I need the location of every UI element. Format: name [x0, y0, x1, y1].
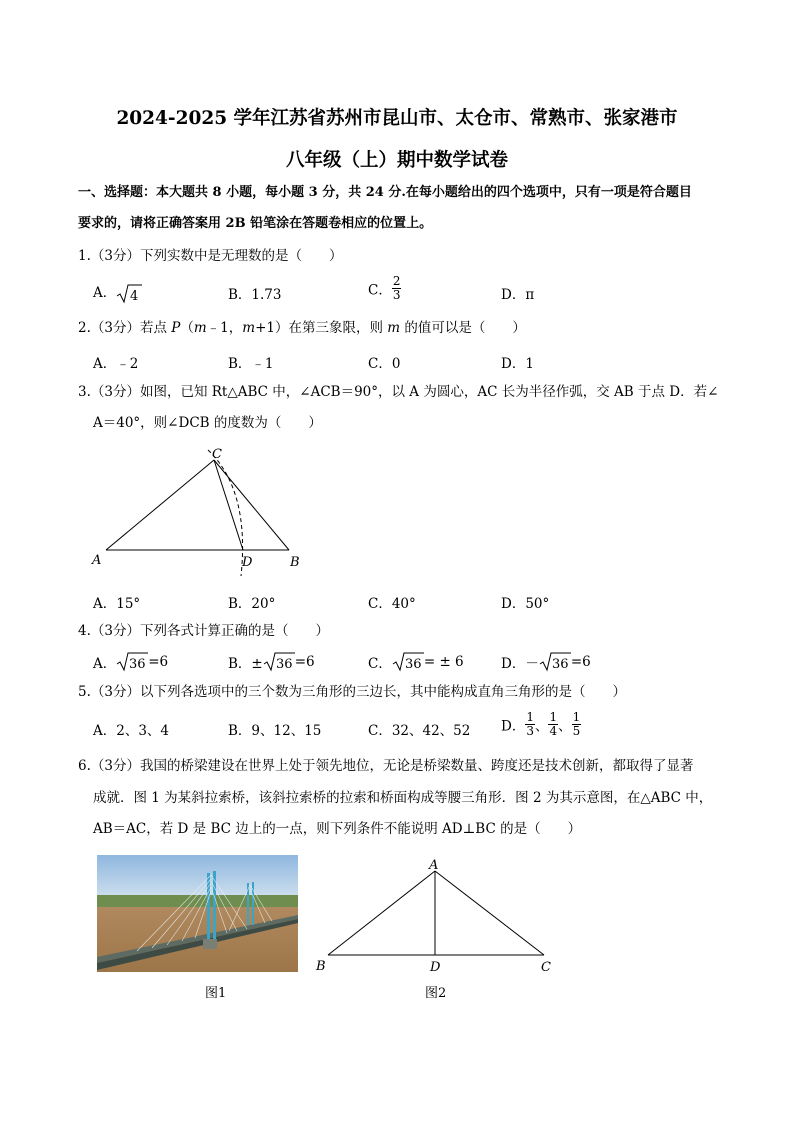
- svg-text:36: 36: [404, 657, 422, 672]
- q3-option-b: B．20°: [228, 596, 276, 612]
- q6-segment-ab: [328, 871, 435, 955]
- bridge-photo: [97, 855, 298, 972]
- q3-segment-cb: [214, 460, 289, 550]
- q3-arc: [208, 450, 243, 576]
- q1-option-d: D．π: [501, 287, 535, 303]
- q6-figure-2: [310, 855, 560, 980]
- q5-option-c: C．32、42、52: [368, 723, 471, 739]
- q6-stem-line-2: 成就．图 1 为某斜拉索桥，该斜拉索桥的拉索和桥面构成等腰三角形．图 2 为其示意图，在△ABC 中，: [93, 790, 713, 806]
- q6-label-c: C: [541, 960, 551, 975]
- q3-option-a: A．15°: [93, 596, 141, 612]
- q3-stem-line-2: A＝40°，则∠DCB 的度数为（ ）: [93, 415, 322, 431]
- q3-label-a: A: [92, 553, 102, 568]
- q3-segment-cd: [214, 460, 243, 550]
- q3-label-d: D: [242, 555, 253, 570]
- q6-stem-line-1: 6.（3分）我国的桥梁建设在世界上处于领先地位，无论是桥梁数量、跨度还是技术创新，都取得了显著: [78, 758, 694, 774]
- q1-option-a: [93, 281, 142, 304]
- title-line-1: 2024-2025 学年江苏省苏州市昆山市、太仓市、常熟市、张家港市: [116, 108, 678, 129]
- sqrt-sign-icon: [116, 652, 148, 672]
- bridge-image: [97, 855, 298, 972]
- section-1-line-1: 一、选择题：本大题共 8 小题，每小题 3 分，共 24 分.在每小题给出的四个选项中，只有一项是符合题目: [78, 185, 692, 200]
- sqrt-sign-icon: [392, 652, 424, 672]
- q2-stem: 2.（3分）若点 P（m﹣1，m+1）在第三象限，则 m 的值可以是（ ）: [78, 320, 526, 336]
- q2-option-c: C．0: [368, 356, 401, 372]
- q1-option-c-fraction: [392, 275, 402, 302]
- q2-option-b: B．﹣1: [228, 356, 274, 372]
- q1-option-a-prefix: A．: [93, 285, 117, 301]
- svg-text:36: 36: [275, 657, 293, 672]
- section-1-line-2: 要求的，请将正确答案用 2B 铅笔涂在答题卷相应的位置上。: [78, 216, 433, 231]
- q6-segment-ac: [435, 871, 544, 955]
- q5-option-b: B．9、12、15: [228, 723, 322, 739]
- q2-option-a: A．﹣2: [93, 356, 139, 372]
- q4-stem: 4.（3分）下列各式计算正确的是（ ）: [78, 623, 329, 639]
- q6-label-b: B: [316, 959, 326, 974]
- q3-option-c: C．40°: [368, 596, 416, 612]
- q1-option-c-prefix: C．: [368, 282, 392, 299]
- q6-label-a: A: [429, 858, 439, 873]
- q1-option-c-denominator: 3: [392, 288, 401, 302]
- title-line-2: 八年级（上）期中数学试卷: [285, 150, 508, 171]
- q3-figure: [90, 440, 310, 580]
- q5-option-a: A．2、3、4: [93, 723, 170, 739]
- q1-option-b: B．1.73: [228, 287, 282, 303]
- sqrt-sign-icon: [263, 652, 295, 672]
- q3-segment-ac: [106, 460, 214, 550]
- figure-1-caption: 图1: [205, 986, 227, 1001]
- svg-text:36: 36: [129, 657, 146, 672]
- q1-option-c: [368, 275, 401, 302]
- sqrt-sign-icon: [116, 284, 142, 304]
- q3-option-d: D．50°: [501, 596, 550, 612]
- q4-option-b: B．± 36 =6: [228, 654, 315, 672]
- q3-stem-line-1: 3.（3分）如图，已知 Rt△ABC 中，∠ACB＝90°，以 A 为圆心，AC 长为半径作弧，交 AB 于点 D．若∠: [78, 384, 719, 400]
- q2-option-d: D．1: [501, 356, 534, 372]
- q4-option-d: D．－ 36 =6: [501, 654, 591, 672]
- q5-option-d: D． $\frac{1}{3}$ 、 $\frac{1}{4}$ 、 $\frac{1}{5}$: [501, 710, 581, 738]
- q4-option-c: C． 36 = ± 6: [368, 654, 464, 672]
- sqrt-sign-icon: [539, 652, 571, 672]
- svg-text:36: 36: [551, 657, 569, 672]
- q6-label-d: D: [430, 960, 441, 975]
- q3-label-b: B: [290, 555, 300, 570]
- q5-stem: 5.（3分）以下列各选项中的三个数为三角形的三边长，其中能构成直角三角形的是（ ）: [78, 684, 626, 700]
- figure-2-caption: 图2: [425, 986, 447, 1001]
- q1-option-a-radicand: 4: [130, 288, 139, 304]
- q4-option-a: A． 36 =6: [93, 654, 169, 672]
- q1-option-a-sqrt: [116, 284, 142, 304]
- q1-option-c-numerator: 2: [392, 274, 401, 288]
- q1-stem: 1.（3分）下列实数中是无理数的是（ ）: [78, 248, 343, 264]
- q3-label-c: C: [212, 447, 222, 462]
- q6-stem-line-3: AB＝AC，若 D 是 BC 边上的一点，则下列条件不能说明 AD⊥BC 的是（ ）: [93, 821, 582, 837]
